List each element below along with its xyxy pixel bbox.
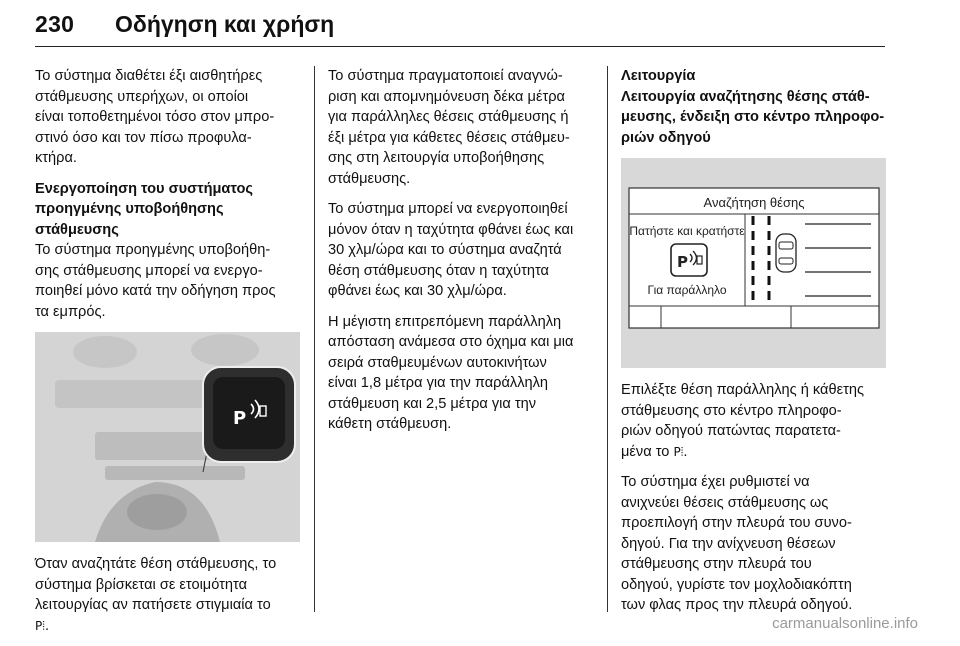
- page-header: [35, 6, 885, 47]
- screen-mode: Για παράλληλο: [647, 283, 727, 297]
- activation-paragraph: Το σύστημα προηγμένης υποβοήθη- σης στάθμευσης μπορεί να ενεργο- ποιηθεί μόνο κατά την οδήγηση προς τα εμπρός.: [35, 242, 276, 320]
- figure-caption: Όταν αναζητάτε θέση στάθμευσης, το σύστημα βρίσκεται σε ετοιμότητα λειτουργίας αν πατήσετε στιγμιαία το P⦙.: [35, 556, 277, 634]
- console-button-illustration: [35, 332, 300, 542]
- column-2: [328, 66, 593, 445]
- speed-paragraph: Το σύστημα μπορεί να ενεργοποιηθεί μόνον όταν η ταχύτητα φθάνει έως και 30 χλμ/ώρα και το σύστημα αναζητά θέση στάθμευσης όταν η ταχύτητα φθάνει έως και 30 χλμ/ώρα.: [328, 201, 574, 299]
- section-heading: Ενεργοποίηση του συστήματος προηγμένης υποβοήθησης στάθμευσης: [35, 180, 254, 238]
- console-illustration: [35, 332, 300, 542]
- distance-paragraph: Η μέγιστη επιτρεπόμενη παράλληλη απόσταση ανάμεσα στο όχημα και μια σειρά σταθμευμένων αυτοκινήτων είναι 1,8 μέτρα για την παράλληλη στάθμευση και 2,5 μέτρα για την κάθετη στάθμευση.: [328, 313, 574, 432]
- parking-assist-icon: P⦙: [35, 618, 45, 633]
- column-1: [35, 66, 300, 646]
- column-3: [621, 66, 886, 626]
- screen-title: Αναζήτηση θέσης: [703, 195, 805, 210]
- detection-paragraph: Το σύστημα πραγματοποιεί αναγνώ- ριση και απομνημόνευση δέκα μέτρα για παράλληλες θέσεις στάθμευσης ή έξι μέτρα για κάθετες θέσεις στάθμευ- σης στη λειτουργία υποβοήθησης στάθμευσης.: [328, 68, 570, 187]
- column-divider: [314, 66, 315, 612]
- page-number: 230: [35, 11, 75, 37]
- intro-paragraph: Το σύστημα διαθέτει έξι αισθητήρες στάθμευσης υπερήχων, οι οποίοι είναι τοποθετημένοι τόσο στον μπρο- στινό όσο και τον πίσω προφυλα- κτήρα.: [35, 68, 275, 166]
- display-illustration: [621, 158, 886, 368]
- screen-prompt: Πατήστε και κρατήστε: [629, 224, 745, 238]
- parking-assist-icon: P⦙: [673, 444, 684, 459]
- selection-paragraph: Επιλέξτε θέση παράλληλης ή κάθετης στάθμευσης στο κέντρο πληροφο- ριών οδηγού πατώντας παρατετα- μένα το P⦙.: [621, 382, 865, 460]
- side-paragraph: Το σύστημα έχει ρυθμιστεί να ανιχνεύει θέσεις στάθμευσης ως προεπιλογή στην πλευρά του συνο- δηγού. Για την ανίχνευση θέσεων στάθμευσης στην πλευρά του οδηγού, γυρίστε τον μοχλοδιακόπτη των φλας προς την πλευρά οδηγού.: [621, 474, 853, 613]
- page-title: Οδήγηση και χρήση: [115, 11, 335, 37]
- driver-info-display-illustration: [621, 158, 886, 368]
- car-top-view-icon: [776, 234, 796, 272]
- svg-text:P: P: [233, 408, 247, 429]
- section-heading: Λειτουργία: [621, 68, 696, 84]
- svg-text:P: P: [677, 253, 688, 271]
- column-divider: [607, 66, 608, 612]
- watermark: carmanualsonline.info: [772, 615, 918, 632]
- subsection-heading: Λειτουργία αναζήτησης θέσης στάθ- μευσης, ένδειξη στο κέντρο πληροφο- ριών οδηγού: [621, 88, 885, 146]
